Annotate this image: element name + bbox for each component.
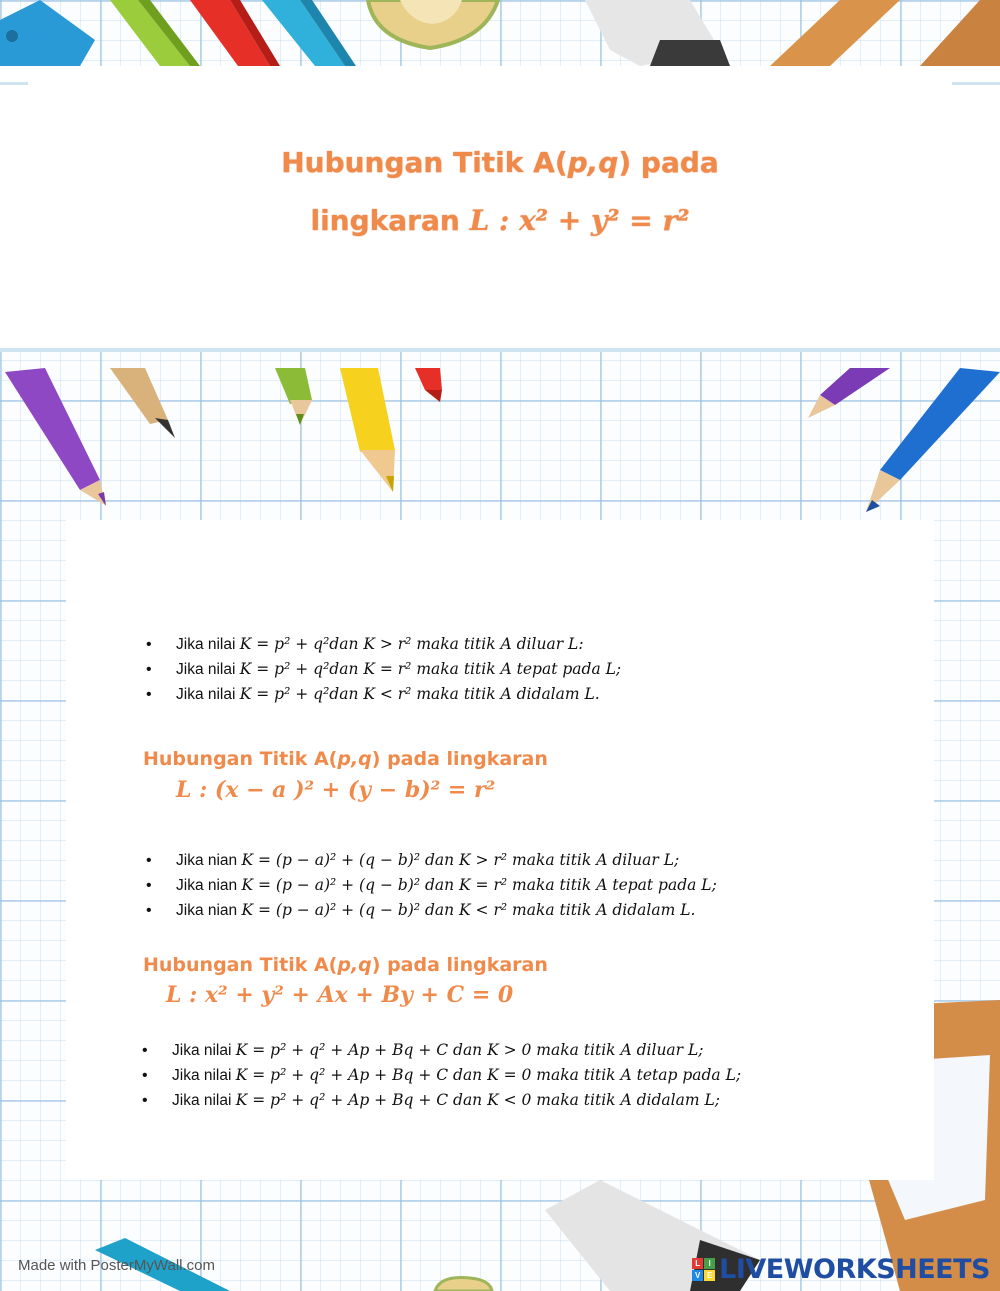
list-item: • Jika nian K = (p − a)² + (q − b)² dan K = r² maka titik A tepat pada L; <box>146 873 717 898</box>
list-item: • Jika nilai K = p² + q² + Ap + Bq + C dan K > 0 maka titik A diluar L; <box>142 1038 741 1063</box>
list-item: • Jika nilai K = p² + q²dan K < r² maka titik A didalam L. <box>146 682 621 707</box>
gray-pencil-icon-left <box>110 368 175 438</box>
green-pencil-icon-mid <box>275 368 312 425</box>
list-item: • Jika nilai K = p² + q²dan K > r² maka titik A diluar L: <box>146 632 621 657</box>
list-item: • Jika nilai K = p² + q² + Ap + Bq + C dan K = 0 maka titik A tetap pada L; <box>142 1063 741 1088</box>
sharpener-icon <box>0 0 95 66</box>
list-item: • Jika nilai K = p² + q² + Ap + Bq + C dan K < 0 maka titik A didalam L; <box>142 1088 741 1113</box>
liveworksheets-logo-icon: L I V E <box>692 1258 715 1281</box>
brand-name: LIVEWORKSHEETS <box>719 1253 990 1285</box>
blue-pencil-icon <box>262 0 356 66</box>
red-pencil-icon <box>190 0 280 66</box>
violet-pencil-icon-right <box>808 368 890 418</box>
rules-list-section-3 <box>142 1038 741 1113</box>
page-title-line2: lingkaran L : x² + y² = r² <box>310 204 690 237</box>
pencil-shavings-icon <box>368 0 498 48</box>
yellow-pencil-icon <box>340 368 395 492</box>
ruler-icon-top <box>770 0 1000 66</box>
eraser-icon-top <box>585 0 730 66</box>
pencil-shavings-icon-bottom <box>435 1278 492 1291</box>
blue-pencil-icon-right <box>866 368 1000 512</box>
made-with-credit: Made with PosterMyWall.com <box>18 1257 215 1274</box>
list-item: • Jika nilai K = p² + q²dan K = r² maka titik A tepat pada L; <box>146 657 621 682</box>
section-equation-3: L : x² + y² + Ax + By + C = 0 <box>166 982 514 1008</box>
list-item: • Jika nian K = (p − a)² + (q − b)² dan K < r² maka titik A didalam L. <box>146 898 717 923</box>
section-heading-3: Hubungan Titik A(p,q) pada lingkaran <box>143 954 548 976</box>
divider-line <box>952 82 1000 85</box>
liveworksheets-brand[interactable] <box>692 1252 990 1286</box>
purple-pencil-icon <box>5 368 106 506</box>
green-pencil-icon <box>110 0 200 66</box>
red-pencil-icon-mid <box>415 368 442 402</box>
page-title-line1: Hubungan Titik A(p,q) pada <box>281 146 719 179</box>
section-equation-2: L : (x − a )² + (y − b)² = r² <box>176 777 496 803</box>
list-item: • Jika nian K = (p − a)² + (q − b)² dan K > r² maka titik A diluar L; <box>146 848 717 873</box>
divider-line <box>0 82 28 85</box>
rules-list-section-2 <box>146 848 717 923</box>
section-heading-2: Hubungan Titik A(p,q) pada lingkaran <box>143 748 548 770</box>
rules-list-section-1 <box>146 632 621 707</box>
